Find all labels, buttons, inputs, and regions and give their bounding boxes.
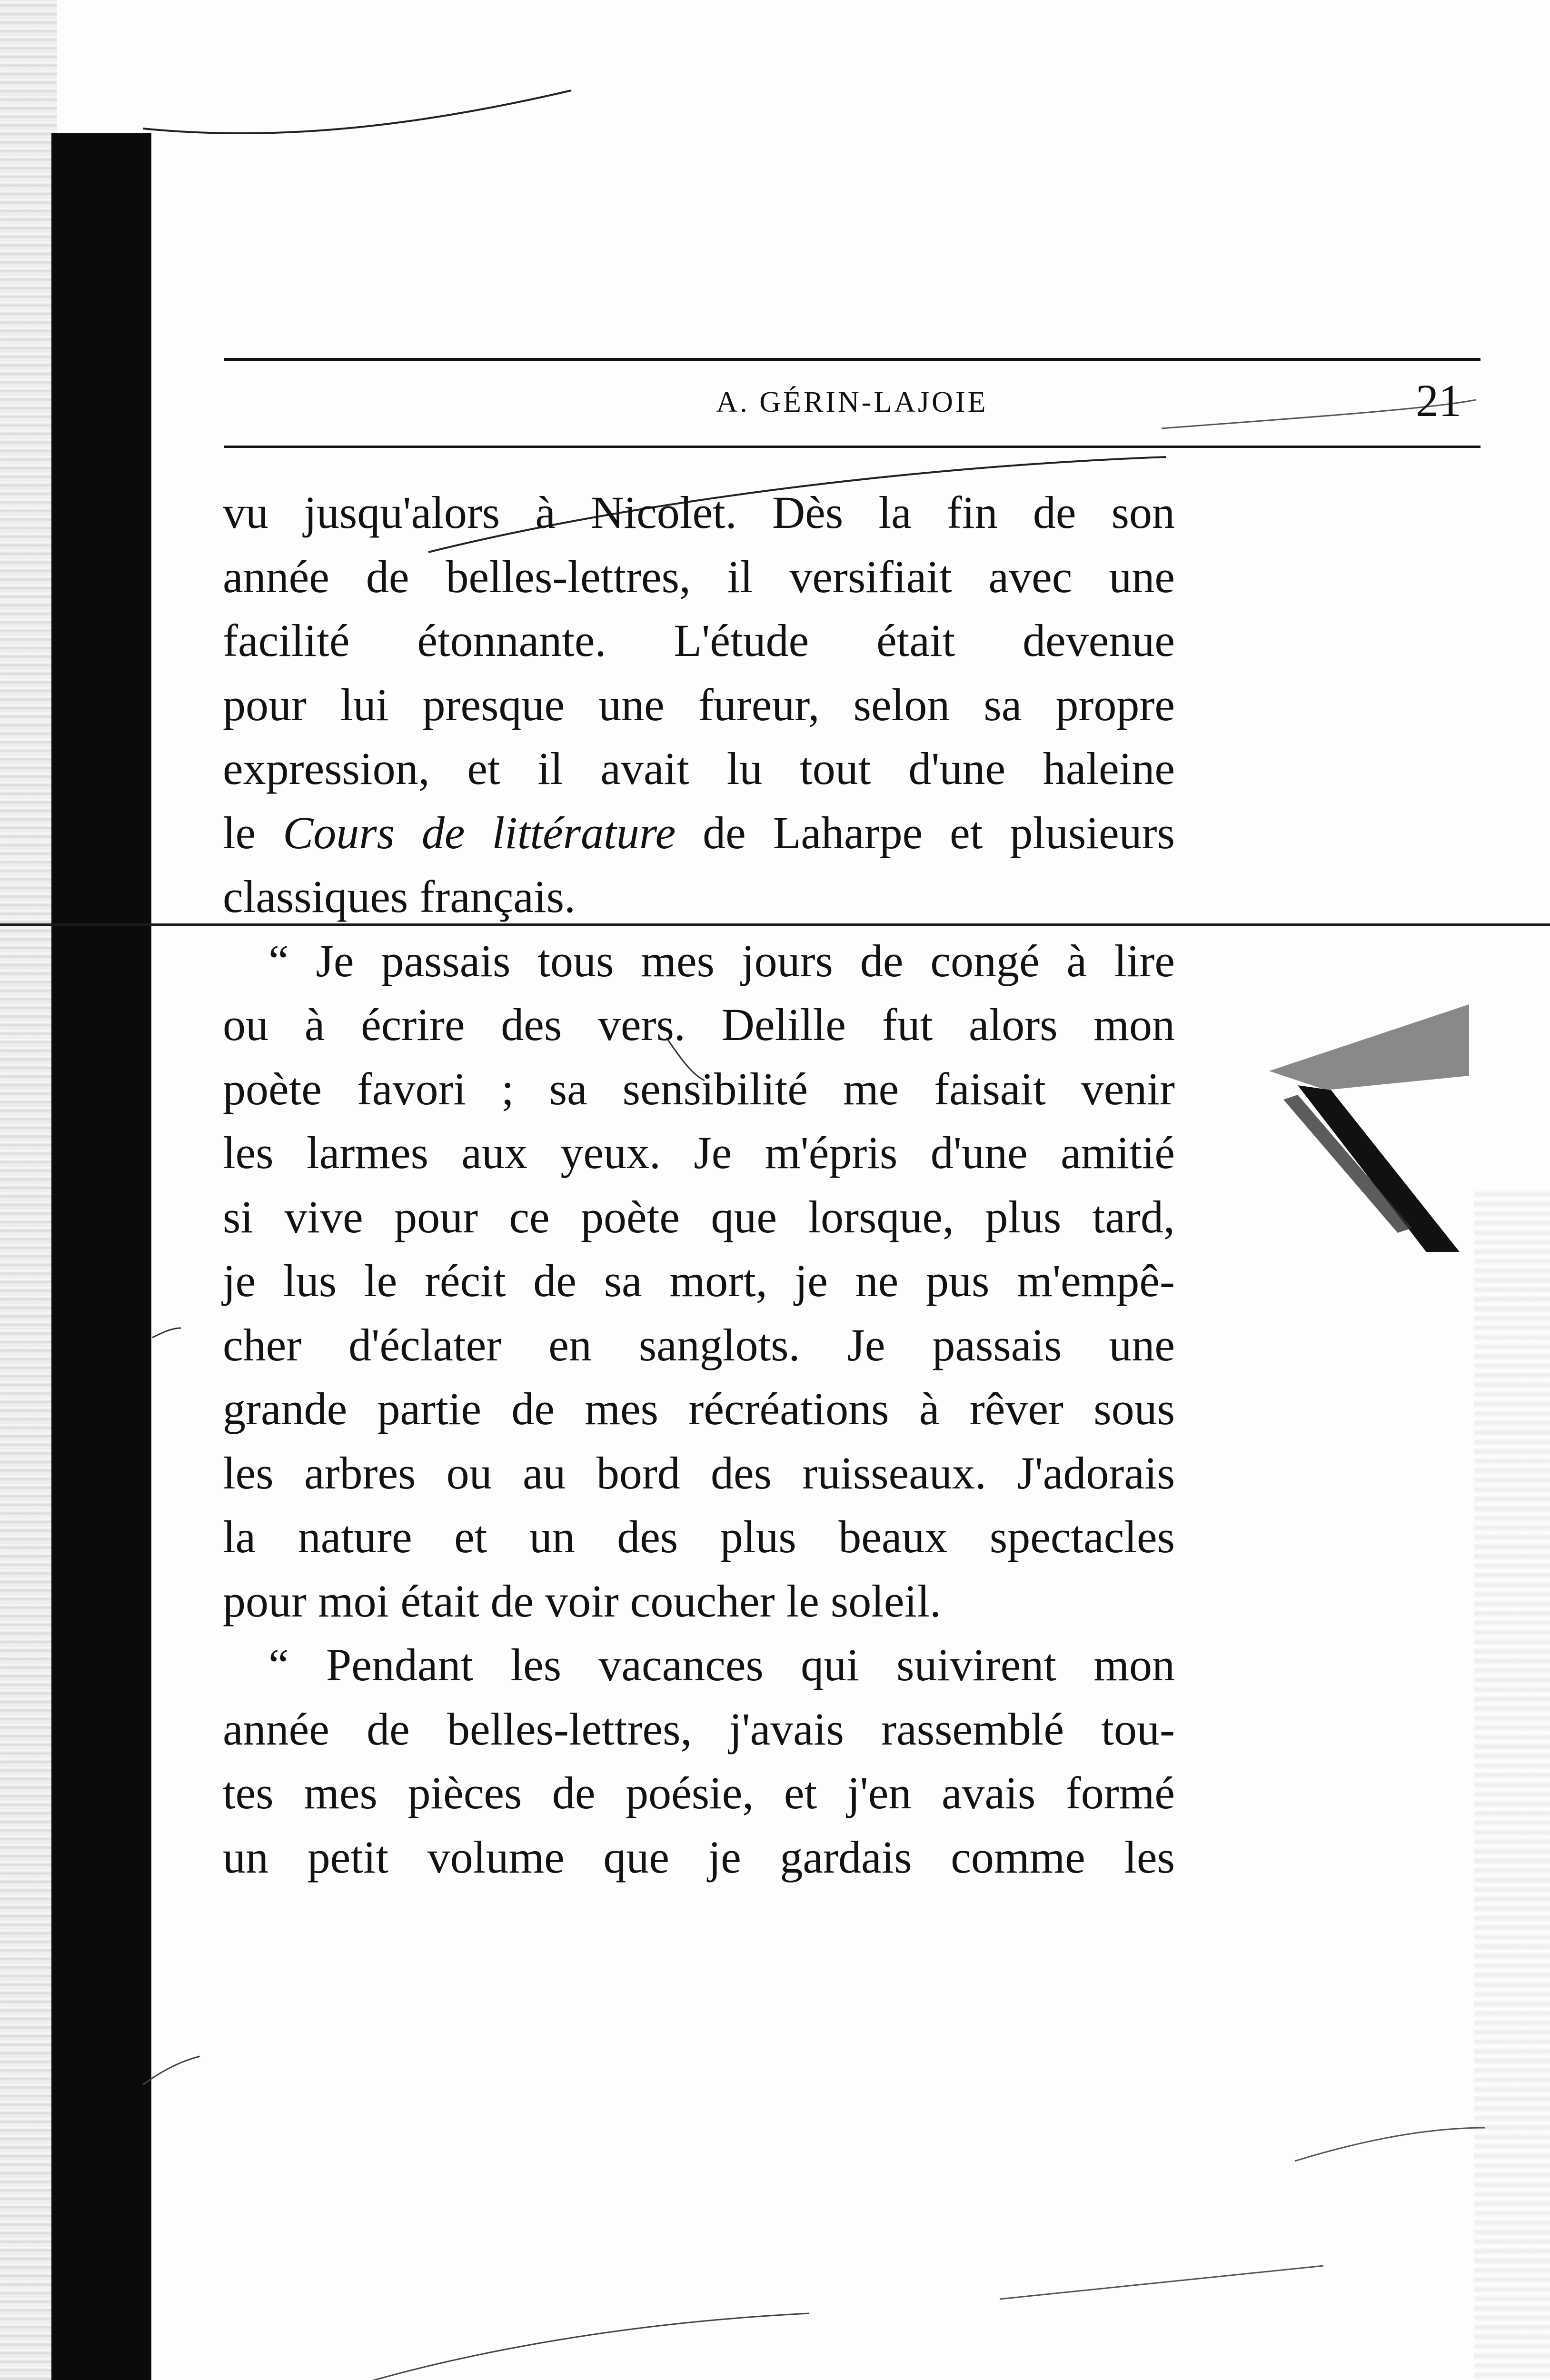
page-corner-shadow — [1269, 1004, 1469, 1252]
running-head-author: A. GÉRIN-LAJOIE — [716, 386, 988, 418]
header-rule-bottom — [224, 446, 1480, 448]
text-line: la nature et un des plus beaux spectacles — [223, 1511, 1175, 1562]
text-line: année de belles-lettres, j'avais rassemblé tou- — [223, 1703, 1175, 1755]
paragraph — [223, 929, 1175, 1634]
text-line: je lus le récit de sa mort, je ne pus m'empê- — [223, 1255, 1175, 1306]
text-line: grande partie de mes récréations à rêver sous — [223, 1383, 1175, 1434]
text-line: cher d'éclater en sanglots. Je passais une — [223, 1319, 1175, 1370]
book-title: Cours de littérature — [283, 807, 676, 858]
paragraph — [223, 1633, 1175, 1889]
text-line: classiques français. — [223, 871, 576, 922]
page-number: 21 — [1416, 375, 1461, 426]
text-line: ou à écrire des vers. Delille fut alors mon — [223, 999, 1175, 1050]
text-line: expression, et il avait lu tout d'une haleine — [223, 743, 1175, 794]
text-line: si vive pour ce poète que lorsque, plus tard, — [223, 1191, 1175, 1242]
text-line: pour lui presque une fureur, selon sa propre — [223, 679, 1175, 730]
running-head — [224, 376, 1480, 433]
header-rule-top — [224, 358, 1480, 361]
paragraph — [223, 481, 1175, 929]
text-line: année de belles-lettres, il versifiait avec une — [223, 551, 1175, 602]
text-line: “ Je passais tous mes jours de congé à lire — [268, 935, 1175, 986]
text-line: un petit volume que je gardais comme les — [223, 1831, 1175, 1883]
text-line: le Cours de littérature de Laharpe et plusieurs — [223, 807, 1175, 858]
text-line: poète favori ; sa sensibilité me faisait venir — [223, 1063, 1175, 1114]
body-text — [223, 481, 1175, 1889]
text-line: “ Pendant les vacances qui suivirent mon — [268, 1639, 1175, 1690]
text-line: facilité étonnante. L'étude était devenue — [223, 615, 1175, 666]
text-line: les larmes aux yeux. Je m'épris d'une amitié — [223, 1127, 1175, 1178]
text-line: les arbres ou au bord des ruisseaux. J'adorais — [223, 1447, 1175, 1498]
text-line: tes mes pièces de poésie, et j'en avais formé — [223, 1767, 1175, 1818]
text-line: vu jusqu'alors à Nicolet. Dès la fin de son — [223, 487, 1175, 538]
text-line: pour moi était de voir coucher le soleil. — [223, 1575, 941, 1626]
